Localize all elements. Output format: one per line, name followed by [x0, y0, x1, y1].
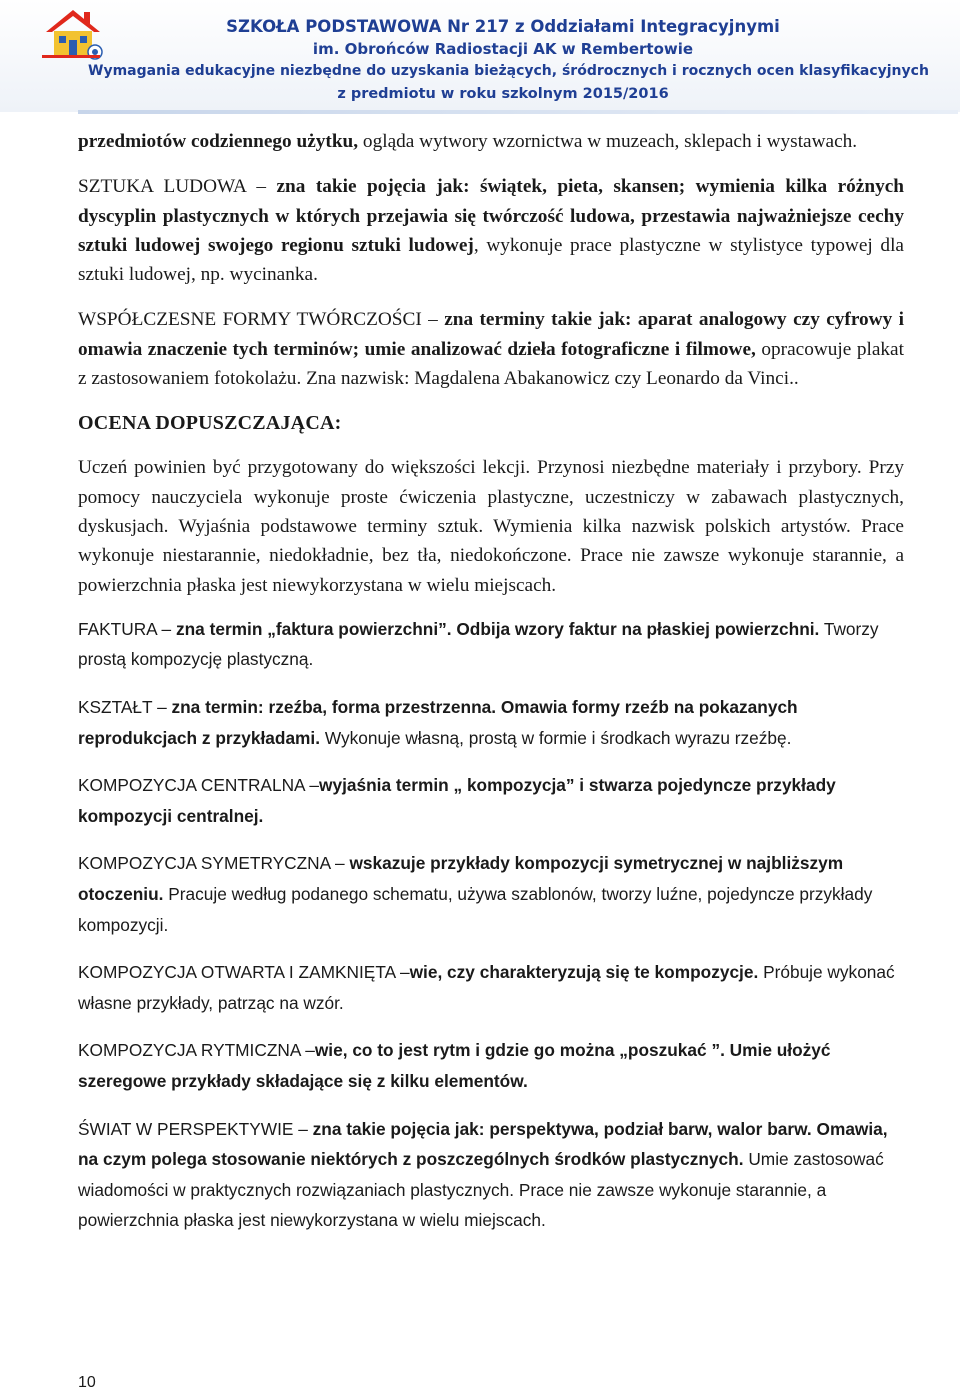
paragraph-folk-art — [78, 172, 904, 289]
paragraph-bold-text: zna takie pojęcia jak: świątek, pieta, skansen; wymienia kilka różnych dyscyplin plastycznych w których przejawia się twórczość ludowa, przestawia najważniejsze cechy sztuki ludowej swojego regionu sztuki ludowej — [78, 176, 905, 256]
document-body — [78, 127, 904, 1236]
paragraph-text: , wykonuje prace plastyczne w stylistyce typowej dla sztuki ludowej, np. wycinanka. — [78, 234, 904, 286]
paragraph-everyday-objects — [78, 127, 904, 156]
paragraph-bold-text: wyjaśnia termin „ kompozycja” i stwarza pojedyncze przykłady kompozycji centralnej. — [78, 775, 836, 826]
paragraph-bold-text: zna terminy takie jak: aparat analogowy czy cyfrowy i omawia znaczenie tych terminów; umie analizować dzieła fotograficzne i filmowe, — [78, 309, 904, 360]
paragraph-central-composition — [78, 770, 904, 831]
paragraph-shape — [78, 692, 904, 753]
paragraph-text: Próbuje wykonać własne przykłady, patrząc na wzór. — [78, 962, 895, 1013]
document-title: Wymagania edukacyjne niezbędne do uzyskania bieżących, śródrocznych i rocznych ocen klasyfikacyjnych — [88, 63, 929, 79]
paragraph-text: Wykonuje własną, prostą w formie i środkach wyrazu rzeźbę. — [320, 727, 792, 748]
header-divider — [78, 110, 958, 114]
section-term: KOMPOZYCJA CENTRALNA – — [78, 775, 320, 796]
paragraph-text: Umie zastosować wiadomości w praktycznych rozwiązaniach plastycznych. Prace nie zawsze wykonuje starannie, a powierzchnia płaska jest niewykorzystana w wielu miejscach. — [78, 1149, 884, 1231]
paragraph-grade-description: Uczeń powinien być przygotowany do większości lekcji. Przynosi niezbędne materiały i przybory. Przy pomocy nauczyciela wykonuje proste ćwiczenia plastyczne, uczestniczy w zabawach plastycznych, dyskusjach. Wyjaśnia podstawowe terminy sztuk. Wymienia kilka nazwisk polskich artystów. Prace wykonuje niestarannie, niedokładnie, bez tła, niedokończone. Prace nie zawsze wykonuje starannie, a powierzchnia płaska jest niewykorzystana w wielu miejscach. — [78, 457, 904, 596]
section-term: KSZTAŁT – — [78, 697, 172, 718]
section-term: SZTUKA LUDOWA – — [78, 176, 277, 198]
paragraph-bold-text: wie, co to jest rytm i gdzie go można „poszukać ”. Umie ułożyć szeregowe przykłady składające się z kilku elementów. — [78, 1040, 831, 1091]
paragraph-bold-text: zna takie pojęcia jak: perspektywa, podział barw, walor barw. Omawia, na czym polega stosowanie niektórych z poszczególnych środków plastycznych. — [78, 1118, 888, 1170]
paragraph-bold-text: zna termin: rzeźba, forma przestrzenna. Omawia formy rzeźb na pokazanych reprodukcjach z przykładami. — [78, 697, 798, 748]
paragraph-text: opracowuje plakat z zastosowaniem fotokolażu. Zna nazwisk: Magdalena Abakanowicz czy Leonardo da Vinci.. — [78, 338, 904, 390]
grade-heading: OCENA DOPUSZCZAJĄCA: — [78, 412, 342, 435]
school-patron: im. Obrońców Radiostacji AK w Rembertowie — [312, 40, 694, 58]
section-term: KOMPOZYCJA RYTMICZNA – — [78, 1040, 315, 1061]
paragraph-bold-text: przedmiotów codziennego użytku, — [78, 131, 359, 152]
section-term: ŚWIAT W PERSPEKTYWIE – — [78, 1118, 313, 1139]
paragraph-bold-text: zna termin „faktura powierzchni”. Odbija wzory faktur na płaskiej powierzchni. — [175, 618, 820, 639]
paragraph-text: Tworzy prostą kompozycję plastyczną. — [78, 618, 879, 670]
paragraph-text: ogląda wytwory wzornictwa w muzeach, sklepach i wystawach. — [358, 131, 858, 152]
section-term: FAKTURA – — [78, 618, 176, 639]
paragraph-rhythmic-composition — [78, 1035, 904, 1096]
section-term: KOMPOZYCJA SYMETRYCZNA – — [78, 853, 350, 874]
paragraph-bold-text: wskazuje przykłady kompozycji symetrycznej w najbliższym otoczeniu. — [78, 853, 844, 905]
document-subtitle: z predmiotu w roku szkolnym 2015/2016 — [337, 86, 669, 102]
paragraph-texture — [78, 614, 904, 675]
paragraph-bold-text: wie, czy charakteryzują się te kompozycje. — [409, 962, 759, 983]
page-header — [0, 0, 960, 112]
paragraph-symmetric-composition — [78, 848, 904, 940]
section-term: WSPÓŁCZESNE FORMY TWÓRCZOŚCI – — [78, 309, 445, 331]
paragraph-text: Pracuje według podanego schematu, używa szablonów, tworzy luźne, pojedyncze przykłady kompozycji. — [78, 884, 873, 935]
page-number: 10 — [78, 1374, 96, 1391]
section-term: KOMPOZYCJA OTWARTA I ZAMKNIĘTA – — [78, 962, 410, 983]
paragraph-open-closed-composition — [78, 957, 904, 1018]
paragraph-contemporary-forms — [78, 305, 904, 393]
school-name: SZKOŁA PODSTAWOWA Nr 217 z Oddziałami Integracyjnymi — [226, 17, 780, 36]
paragraph-perspective — [78, 1114, 904, 1236]
